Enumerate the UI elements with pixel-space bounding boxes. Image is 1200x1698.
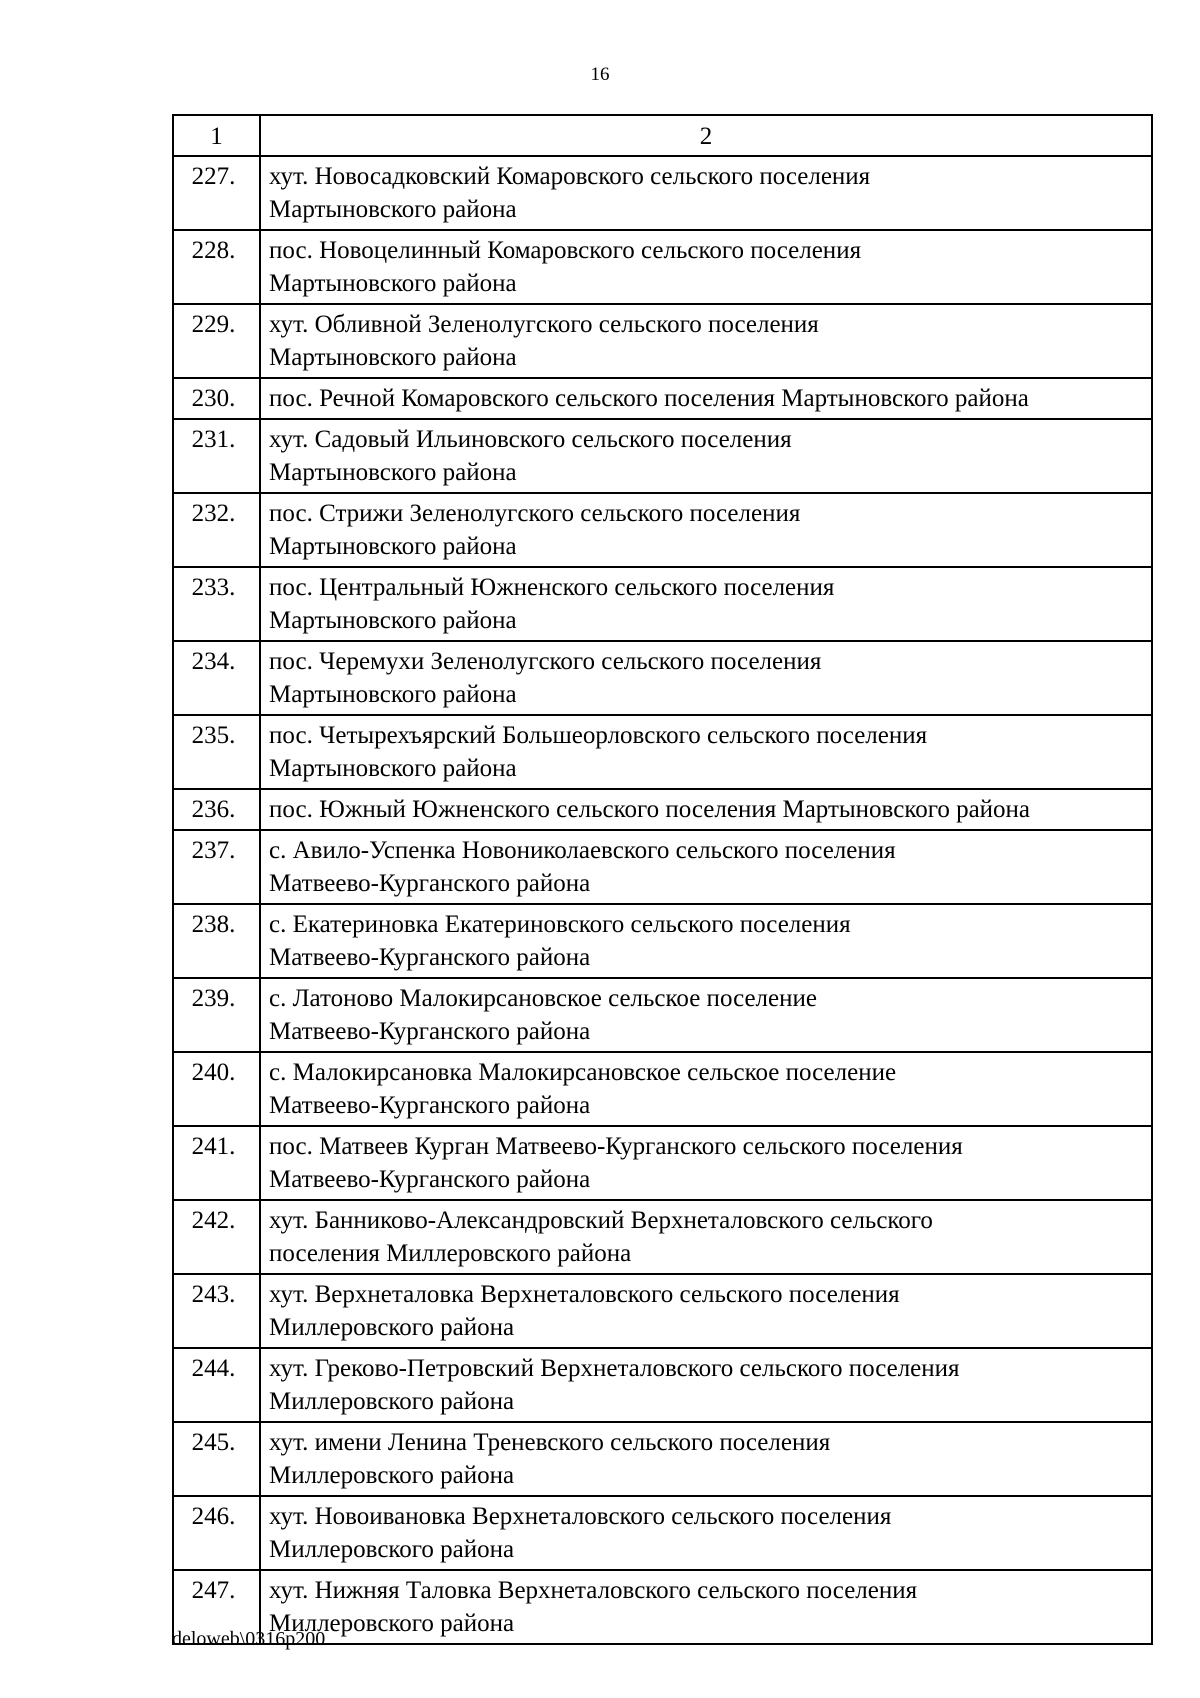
row-number: 244. bbox=[173, 1348, 260, 1422]
table-row bbox=[173, 978, 1152, 1052]
table-row bbox=[173, 1496, 1152, 1570]
table-row bbox=[173, 1274, 1152, 1348]
row-number: 241. bbox=[173, 1126, 260, 1200]
settlement-name-line: хут. имени Ленина Треневского сельского поселения bbox=[269, 1429, 831, 1456]
settlement-name-line: Мартыновского района bbox=[269, 607, 517, 634]
settlement-name bbox=[260, 978, 1152, 1052]
table-row bbox=[173, 1126, 1152, 1200]
settlement-name bbox=[260, 493, 1152, 567]
settlement-name-line: хут. Садовый Ильиновского сельского поселения bbox=[269, 426, 792, 453]
settlement-name-line: хут. Новоивановка Верхнеталовского сельского поселения bbox=[269, 1503, 892, 1530]
column-header-name: 2 bbox=[260, 115, 1152, 156]
settlement-name-line: с. Екатериновка Екатериновского сельского поселения bbox=[269, 911, 851, 938]
table-row bbox=[173, 715, 1152, 789]
settlement-name-line: Мартыновского района bbox=[269, 270, 517, 297]
settlement-name-line: Миллеровского района bbox=[269, 1610, 515, 1637]
settlement-name-line: хут. Обливной Зеленолугского сельского поселения bbox=[269, 311, 819, 338]
settlement-name bbox=[260, 1348, 1152, 1422]
table-row bbox=[173, 789, 1152, 830]
settlement-name-line: Мартыновского района bbox=[269, 681, 517, 708]
row-number: 240. bbox=[173, 1052, 260, 1126]
settlement-name-line: Мартыновского района bbox=[269, 344, 517, 371]
settlement-name-line: пос. Матвеев Курган Матвеево-Курганского сельского поселения bbox=[269, 1133, 963, 1160]
settlement-name bbox=[260, 1200, 1152, 1274]
settlement-name bbox=[260, 156, 1152, 230]
settlement-name-line: хут. Банниково-Александровский Верхнеталовского сельского bbox=[269, 1207, 933, 1234]
settlement-name-line: Матвеево-Курганского района bbox=[269, 870, 591, 897]
settlement-name-line: хут. Новосадковский Комаровского сельского поселения bbox=[269, 163, 871, 190]
settlement-name bbox=[260, 904, 1152, 978]
row-number: 245. bbox=[173, 1422, 260, 1496]
settlement-name-line: с. Малокирсановка Малокирсановское сельское поселение bbox=[269, 1059, 897, 1086]
settlement-name-line: пос. Южный Южненского сельского поселения Мартыновского района bbox=[269, 796, 1031, 823]
row-number: 243. bbox=[173, 1274, 260, 1348]
table-row bbox=[173, 156, 1152, 230]
settlement-name-line: поселения Миллеровского района bbox=[269, 1240, 632, 1267]
row-number: 233. bbox=[173, 567, 260, 641]
settlement-name bbox=[260, 789, 1152, 830]
settlement-name-line: хут. Нижняя Таловка Верхнеталовского сельского поселения bbox=[269, 1577, 918, 1604]
settlement-name-line: Матвеево-Курганского района bbox=[269, 944, 591, 971]
settlement-name-line: хут. Греково-Петровский Верхнеталовского сельского поселения bbox=[269, 1355, 960, 1382]
settlement-name bbox=[260, 567, 1152, 641]
settlement-name-line: Миллеровского района bbox=[269, 1536, 515, 1563]
settlement-name-line: пос. Новоцелинный Комаровского сельского поселения bbox=[269, 237, 862, 264]
settlement-name-line: с. Авило-Успенка Новониколаевского сельского поселения bbox=[269, 837, 896, 864]
settlement-name bbox=[260, 1274, 1152, 1348]
table-row bbox=[173, 1052, 1152, 1126]
settlement-name-line: пос. Центральный Южненского сельского поселения bbox=[269, 574, 835, 601]
settlement-name-line: пос. Речной Комаровского сельского поселения Мартыновского района bbox=[269, 385, 1029, 412]
settlement-name bbox=[260, 1570, 1152, 1644]
row-number: 242. bbox=[173, 1200, 260, 1274]
table-row bbox=[173, 493, 1152, 567]
settlement-name-line: Мартыновского района bbox=[269, 196, 517, 223]
settlements-table bbox=[172, 114, 1153, 1645]
settlement-name-line: хут. Верхнеталовка Верхнеталовского сельского поселения bbox=[269, 1281, 900, 1308]
settlement-name bbox=[260, 378, 1152, 419]
document-code: deloweb\0316p200 bbox=[172, 1628, 326, 1650]
settlement-name bbox=[260, 304, 1152, 378]
table-row bbox=[173, 830, 1152, 904]
row-number: 239. bbox=[173, 978, 260, 1052]
settlement-name bbox=[260, 641, 1152, 715]
table-header-row bbox=[173, 115, 1152, 156]
settlement-name-line: с. Латоново Малокирсановское сельское поселение bbox=[269, 985, 817, 1012]
table-row bbox=[173, 378, 1152, 419]
settlement-name-line: Миллеровского района bbox=[269, 1314, 515, 1341]
settlement-name-line: Мартыновского района bbox=[269, 755, 517, 782]
row-number: 230. bbox=[173, 378, 260, 419]
row-number: 246. bbox=[173, 1496, 260, 1570]
settlement-name bbox=[260, 419, 1152, 493]
table-row bbox=[173, 304, 1152, 378]
row-number: 235. bbox=[173, 715, 260, 789]
row-number: 237. bbox=[173, 830, 260, 904]
row-number: 234. bbox=[173, 641, 260, 715]
table-row bbox=[173, 419, 1152, 493]
settlement-name-line: пос. Четырехъярский Большеорловского сельского поселения bbox=[269, 722, 928, 749]
table-row bbox=[173, 641, 1152, 715]
settlement-name-line: Мартыновского района bbox=[269, 533, 517, 560]
settlement-name bbox=[260, 830, 1152, 904]
settlement-name bbox=[260, 1126, 1152, 1200]
settlement-name-line: Миллеровского района bbox=[269, 1462, 515, 1489]
settlement-name-line: пос. Черемухи Зеленолугского сельского поселения bbox=[269, 648, 822, 675]
table-row bbox=[173, 1348, 1152, 1422]
settlement-name bbox=[260, 1496, 1152, 1570]
table-row bbox=[173, 230, 1152, 304]
settlement-name bbox=[260, 1052, 1152, 1126]
settlement-name-line: пос. Стрижи Зеленолугского сельского поселения bbox=[269, 500, 801, 527]
row-number: 238. bbox=[173, 904, 260, 978]
row-number: 247. bbox=[173, 1570, 260, 1644]
settlement-name-line: Матвеево-Курганского района bbox=[269, 1092, 591, 1119]
table-row bbox=[173, 567, 1152, 641]
row-number: 231. bbox=[173, 419, 260, 493]
row-number: 227. bbox=[173, 156, 260, 230]
settlement-name-line: Миллеровского района bbox=[269, 1388, 515, 1415]
table-row bbox=[173, 1200, 1152, 1274]
settlement-name-line: Мартыновского района bbox=[269, 459, 517, 486]
row-number: 236. bbox=[173, 789, 260, 830]
table-row bbox=[173, 1422, 1152, 1496]
table-row bbox=[173, 904, 1152, 978]
settlement-name bbox=[260, 1422, 1152, 1496]
row-number: 232. bbox=[173, 493, 260, 567]
column-header-number: 1 bbox=[173, 115, 260, 156]
settlement-name-line: Матвеево-Курганского района bbox=[269, 1018, 591, 1045]
settlement-name-line: Матвеево-Курганского района bbox=[269, 1166, 591, 1193]
table-body bbox=[173, 156, 1152, 1644]
settlement-name bbox=[260, 230, 1152, 304]
row-number: 228. bbox=[173, 230, 260, 304]
row-number: 229. bbox=[173, 304, 260, 378]
page-number: 16 bbox=[590, 64, 610, 85]
settlement-name bbox=[260, 715, 1152, 789]
